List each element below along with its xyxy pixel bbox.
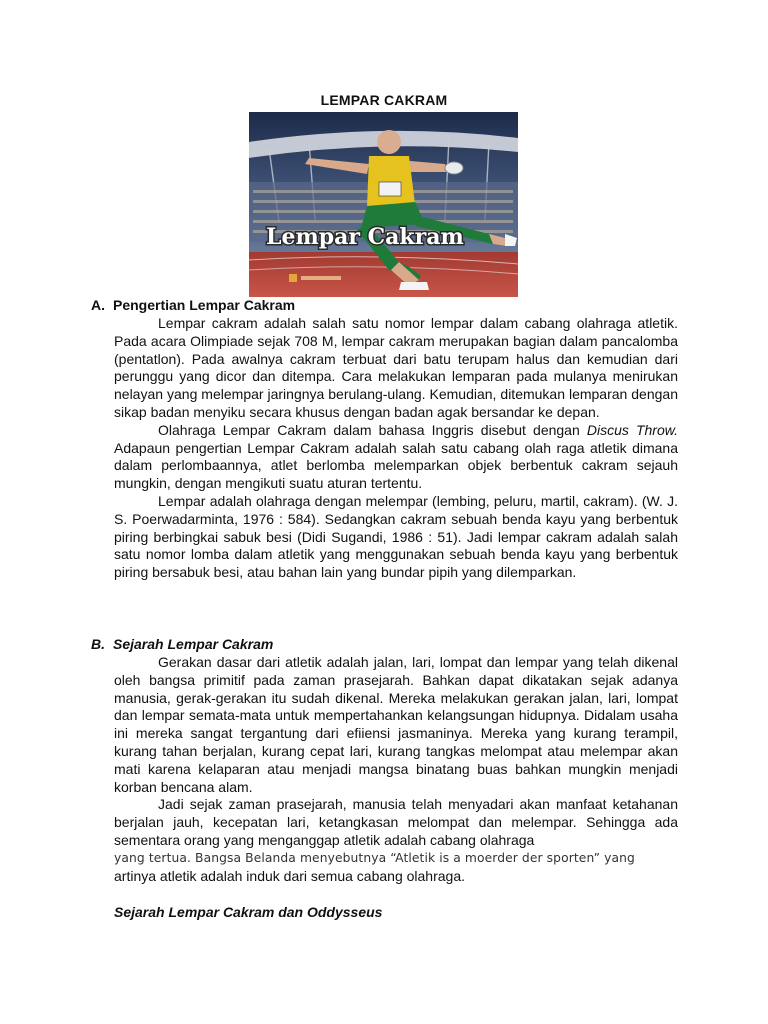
section-a-paragraph-3: Lempar adalah olahraga dengan melempar (lembing, peluru, martil, cakram). (W. J. S. Poerwadarminta, 1976 : 584). Sedangkan cakram sebuah benda kayu yang berbentuk piring berbingkai sabuk besi (Didi Sugandi, 1986 : 51). Jadi lempar cakram adalah salah satu nomor lomba dalam atletik yang menggunakan sebuah benda kayu yang berbentuk piring bersabuk besi, atau bahan lain yang bundar pipih yang dilemparkan. bbox=[114, 492, 678, 581]
discus-thrower-image bbox=[249, 112, 518, 297]
section-a-title: Pengertian Lempar Cakram bbox=[113, 297, 296, 313]
p2-text-before: Olahraga Lempar Cakram dalam bahasa Inggris disebut dengan bbox=[158, 421, 587, 438]
subsection-heading: Sejarah Lempar Cakram dan Oddysseus bbox=[114, 904, 383, 920]
section-a-body bbox=[114, 315, 678, 582]
athlete-throwing-discus-photo bbox=[249, 112, 518, 297]
p2-text-after: Adapaun pengertian Lempar Cakram adalah salah satu cabang olah raga atletik dimana dalam perlombaannya, atlet berlomba melemparkan objek berbentuk cakram sejauh mungkin, dengan mengikuti suatu aturan tertentu. bbox=[114, 439, 678, 492]
section-b-paragraph-2-line: yang tertua. Bangsa Belanda menyebutnya “Atletik is a moerder der sporten” yang bbox=[114, 850, 635, 865]
section-a-paragraph-2 bbox=[114, 422, 678, 493]
section-b-paragraph-2: Jadi sejak zaman prasejarah, manusia telah menyadari akan manfaat ketahanan berjalan jauh, kecepatan lari, ketangkasan melompat dan melempar. Sehingga ada sementara orang yang menganggap atletik adalah cabang olahraga bbox=[114, 796, 678, 848]
section-b-number: B. bbox=[91, 636, 105, 652]
p2-italic-term: Discus Throw. bbox=[586, 421, 678, 438]
section-b-heading bbox=[91, 636, 273, 652]
section-a-paragraph-1: Lempar cakram adalah salah satu nomor lempar dalam cabang olahraga atletik. Pada acara Olimpiade sejak 708 M, lempar cakram merupakan bagian dalam pancalomba (pentatlon). Pada awalnya cakram terbuat dari batu terupam halus dan kemudian dari perunggu yang dicor dan ditempa. Cara melakukan lemparan pada mulanya menirukan nelayan yang melempar jaringnya berulang-ulang. Kemudian, ditemukan lemparan dengan sikap badan menyiku secara khusus dengan badan agak bersandar ke depan. bbox=[114, 315, 678, 420]
section-b-title: Sejarah Lempar Cakram bbox=[113, 636, 274, 652]
section-b-body bbox=[114, 654, 678, 885]
section-a-number: A. bbox=[91, 297, 105, 313]
section-a-heading bbox=[91, 297, 295, 313]
document-title: LEMPAR CAKRAM bbox=[320, 92, 448, 108]
image-caption-overlay: Lempar Cakram bbox=[266, 224, 464, 250]
section-b-paragraph-1: Gerakan dasar dari atletik adalah jalan, lari, lompat dan lempar yang telah dikenal oleh bangsa primitif pada zaman prasejarah. Bahkan dapat dikatakan sejak adanya manusia, gerak-gerakan itu sudah dikenal. Mereka melakukan gerakan jalan, lari, lompat dan lempar semata-mata untuk mempertahankan kelangsungan hidupnya. Didalam usaha ini mereka sangat tergantung dari efiiensi jasmaninya. Mereka yang kurang terampil, kurang tahan berjalan, kurang cepat lari, kurang tangkas melompat atau melempar akan mati karena kelaparan atau menjadi mangsa binatang buas bahkan mungkin menjadi korban bencana alam. bbox=[114, 654, 678, 795]
section-b-paragraph-2-end: artinya atletik adalah induk dari semua cabang olahraga. bbox=[114, 867, 466, 884]
